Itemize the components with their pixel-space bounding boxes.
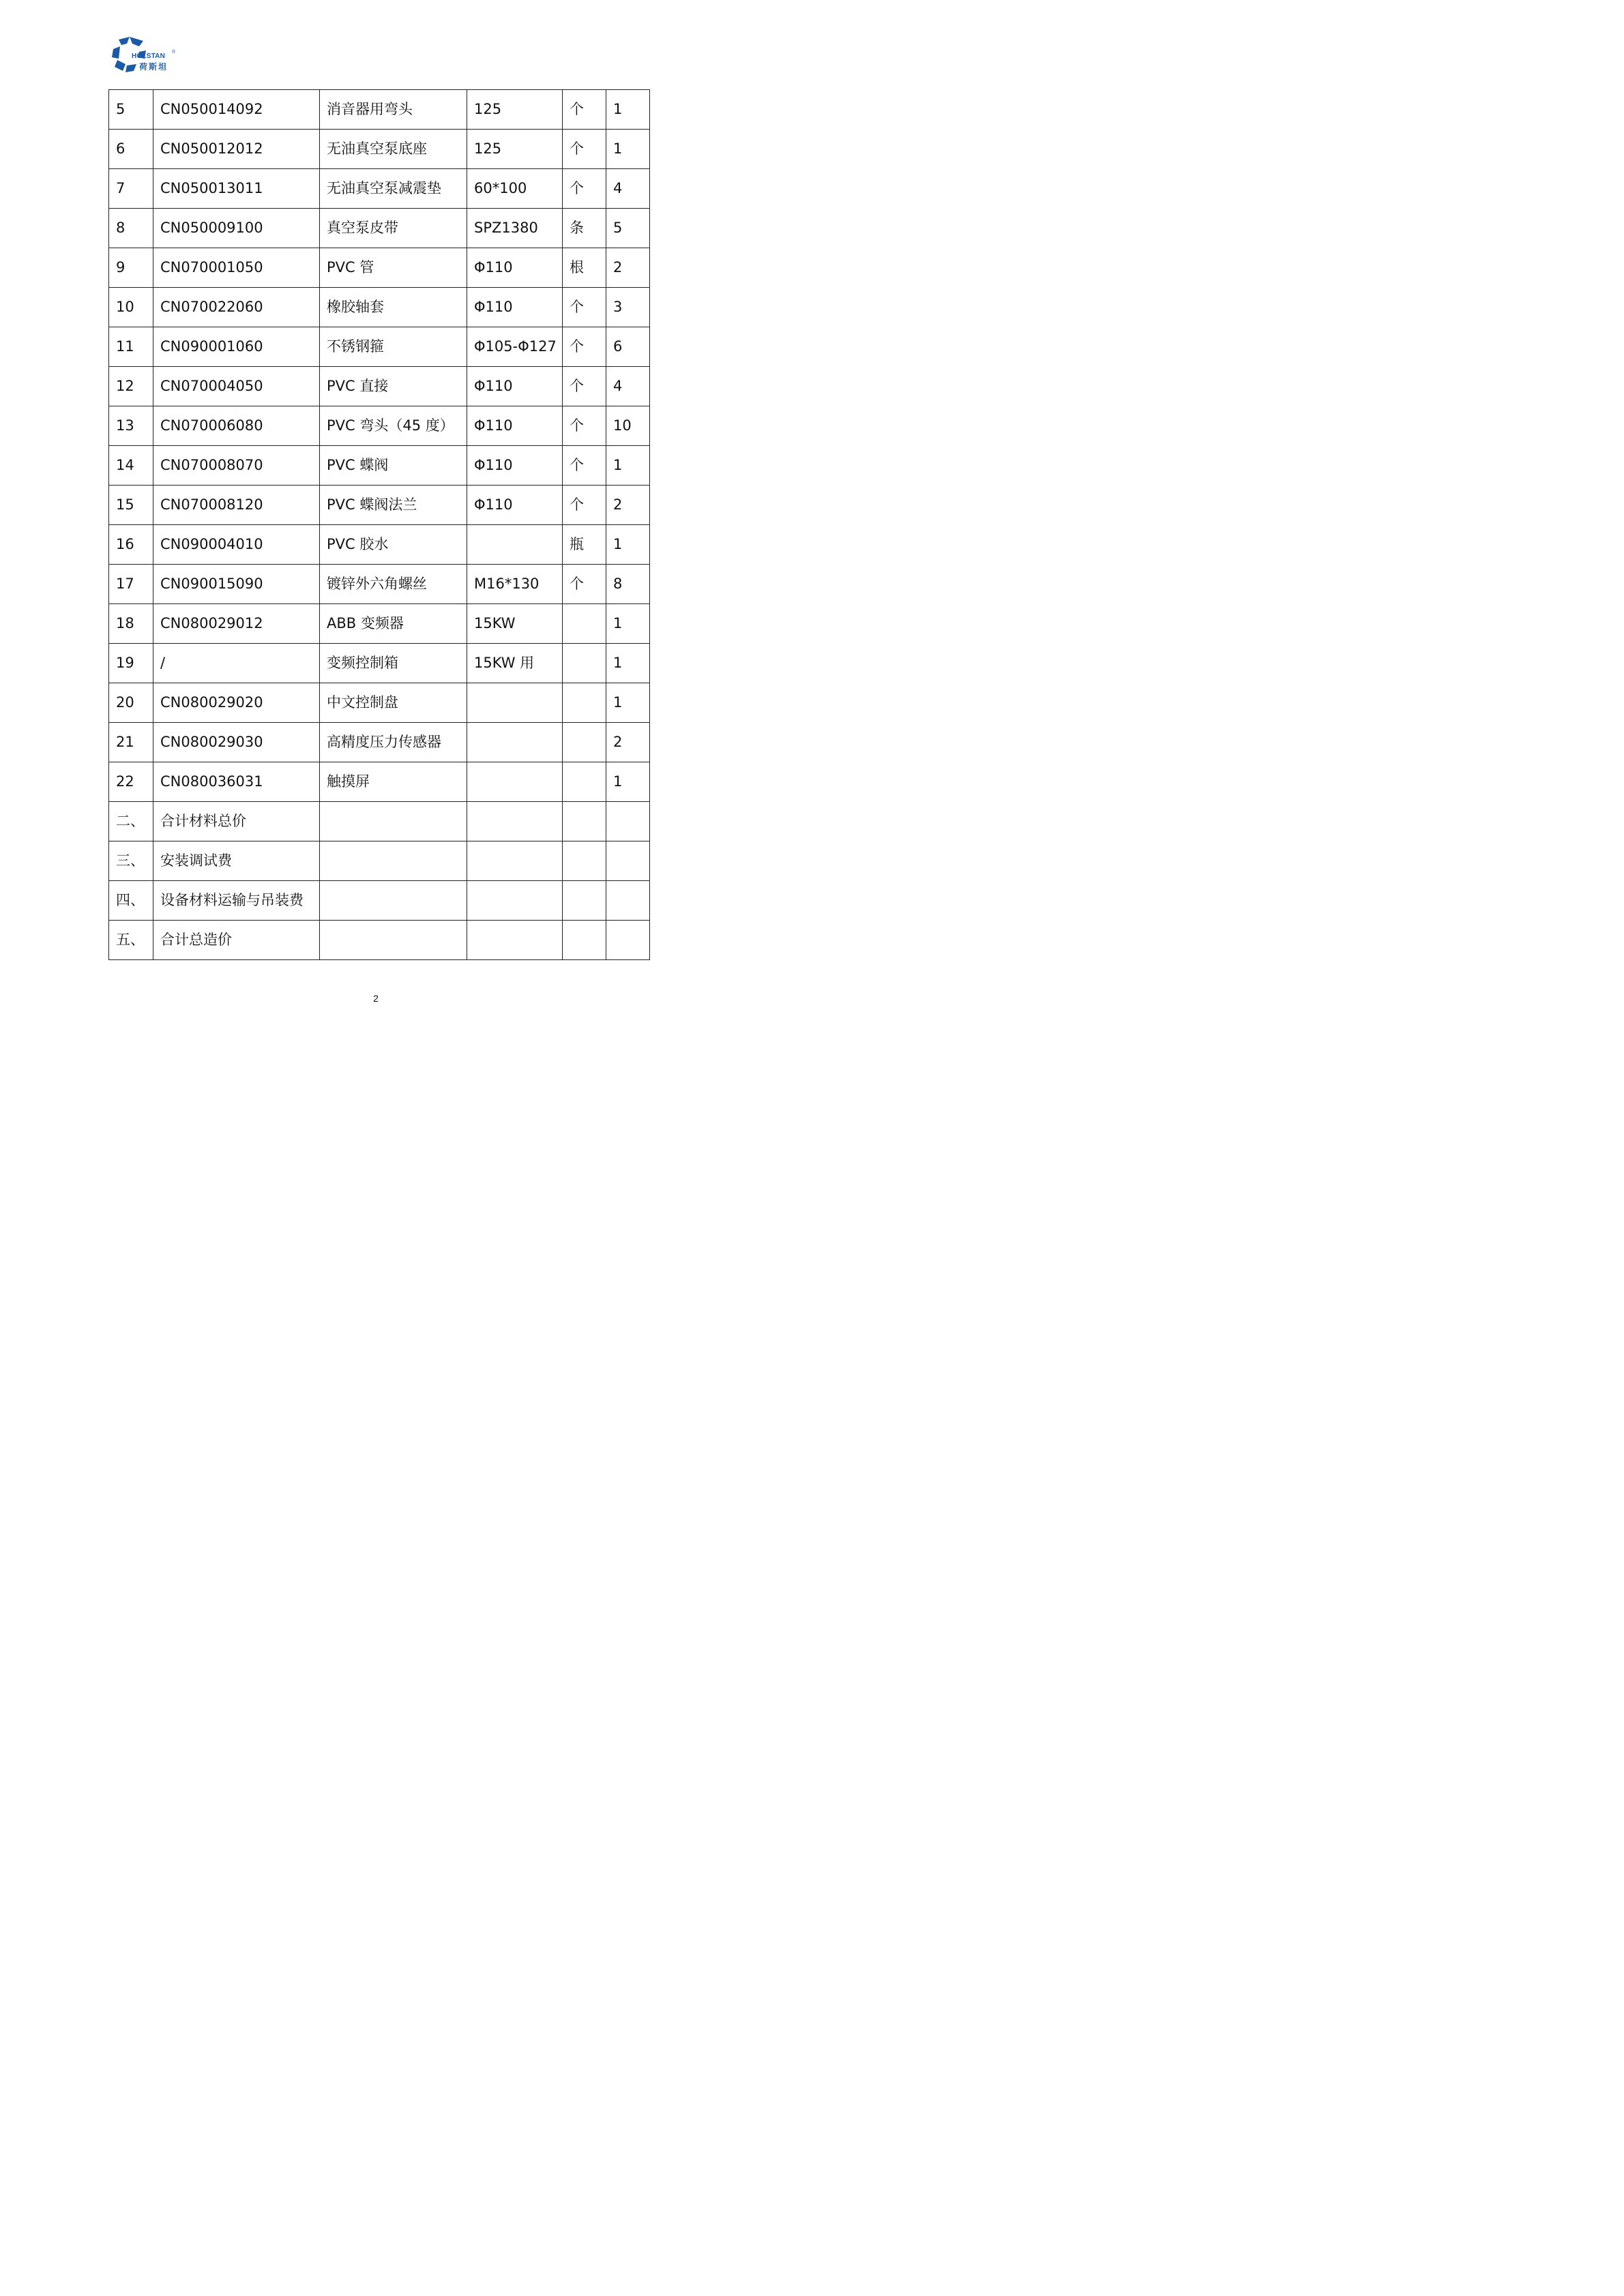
item-qty-cell: 2 <box>606 486 650 525</box>
item-spec-cell: 125 <box>467 90 563 130</box>
item-name-cell: 真空泵皮带 <box>320 209 467 248</box>
item-name-cell: 无油真空泵减震垫 <box>320 169 467 209</box>
item-unit-cell: 个 <box>563 565 606 604</box>
item-qty-cell: 1 <box>606 644 650 683</box>
item-name-cell: 中文控制盘 <box>320 683 467 723</box>
item-number-cell: 5 <box>109 90 153 130</box>
item-qty-cell: 4 <box>606 169 650 209</box>
item-unit-cell: 个 <box>563 486 606 525</box>
summary-label-cell: 合计总造价 <box>153 921 320 960</box>
company-logo <box>109 34 184 75</box>
item-spec-cell: Φ110 <box>467 486 563 525</box>
table-row <box>109 762 650 802</box>
item-spec-cell: Φ105-Φ127 <box>467 327 563 367</box>
item-code-cell: CN070006080 <box>153 406 320 446</box>
item-number-cell: 19 <box>109 644 153 683</box>
summary-row <box>109 921 650 960</box>
item-qty-cell: 8 <box>606 565 650 604</box>
item-spec-cell: 60*100 <box>467 169 563 209</box>
item-code-cell: CN080029020 <box>153 683 320 723</box>
item-number-cell: 9 <box>109 248 153 288</box>
logo-brand-text: HOLSTAN <box>132 53 165 60</box>
table-row <box>109 644 650 683</box>
item-code-cell: CN050014092 <box>153 90 320 130</box>
summary-empty-cell <box>320 921 467 960</box>
item-number-cell: 7 <box>109 169 153 209</box>
item-unit-cell <box>563 762 606 802</box>
summary-empty-cell <box>320 802 467 841</box>
materials-table-body <box>109 90 650 960</box>
summary-empty-cell <box>606 841 650 881</box>
summary-empty-cell <box>563 841 606 881</box>
item-number-cell: 13 <box>109 406 153 446</box>
item-name-cell: PVC 胶水 <box>320 525 467 565</box>
item-number-cell: 6 <box>109 130 153 169</box>
item-unit-cell: 个 <box>563 169 606 209</box>
summary-empty-cell <box>563 921 606 960</box>
table-row <box>109 169 650 209</box>
summary-empty-cell <box>320 881 467 921</box>
item-qty-cell: 1 <box>606 683 650 723</box>
item-unit-cell <box>563 604 606 644</box>
summary-number-cell: 四、 <box>109 881 153 921</box>
item-code-cell: CN050012012 <box>153 130 320 169</box>
item-unit-cell <box>563 683 606 723</box>
summary-empty-cell <box>606 802 650 841</box>
item-name-cell: 无油真空泵底座 <box>320 130 467 169</box>
item-spec-cell: M16*130 <box>467 565 563 604</box>
item-qty-cell: 1 <box>606 762 650 802</box>
item-qty-cell: 4 <box>606 367 650 406</box>
item-code-cell: CN050013011 <box>153 169 320 209</box>
summary-number-cell: 二、 <box>109 802 153 841</box>
item-code-cell: CN070022060 <box>153 288 320 327</box>
item-name-cell: PVC 管 <box>320 248 467 288</box>
item-spec-cell <box>467 525 563 565</box>
item-number-cell: 14 <box>109 446 153 486</box>
summary-empty-cell <box>320 841 467 881</box>
item-unit-cell: 根 <box>563 248 606 288</box>
item-number-cell: 12 <box>109 367 153 406</box>
item-qty-cell: 3 <box>606 288 650 327</box>
summary-empty-cell <box>563 802 606 841</box>
item-number-cell: 20 <box>109 683 153 723</box>
item-number-cell: 22 <box>109 762 153 802</box>
item-qty-cell: 2 <box>606 723 650 762</box>
item-code-cell: CN090001060 <box>153 327 320 367</box>
item-unit-cell: 个 <box>563 446 606 486</box>
item-qty-cell: 1 <box>606 130 650 169</box>
item-name-cell: 变频控制箱 <box>320 644 467 683</box>
item-code-cell: CN080029030 <box>153 723 320 762</box>
item-spec-cell: Φ110 <box>467 248 563 288</box>
item-code-cell: CN050009100 <box>153 209 320 248</box>
summary-empty-cell <box>467 921 563 960</box>
item-number-cell: 10 <box>109 288 153 327</box>
summary-label-cell: 合计材料总价 <box>153 802 320 841</box>
item-code-cell: CN070004050 <box>153 367 320 406</box>
item-name-cell: 消音器用弯头 <box>320 90 467 130</box>
summary-row <box>109 841 650 881</box>
summary-empty-cell <box>563 881 606 921</box>
table-row <box>109 367 650 406</box>
table-row <box>109 604 650 644</box>
item-spec-cell: 15KW 用 <box>467 644 563 683</box>
item-unit-cell: 个 <box>563 90 606 130</box>
item-name-cell: PVC 直接 <box>320 367 467 406</box>
item-unit-cell: 个 <box>563 327 606 367</box>
item-number-cell: 15 <box>109 486 153 525</box>
summary-number-cell: 三、 <box>109 841 153 881</box>
item-name-cell: PVC 蝶阀 <box>320 446 467 486</box>
summary-empty-cell <box>606 881 650 921</box>
item-qty-cell: 6 <box>606 327 650 367</box>
item-qty-cell: 1 <box>606 90 650 130</box>
item-number-cell: 21 <box>109 723 153 762</box>
item-spec-cell: Φ110 <box>467 288 563 327</box>
item-number-cell: 18 <box>109 604 153 644</box>
item-name-cell: 镀锌外六角螺丝 <box>320 565 467 604</box>
materials-table <box>108 89 650 960</box>
item-spec-cell <box>467 762 563 802</box>
item-unit-cell <box>563 644 606 683</box>
table-row <box>109 565 650 604</box>
logo-registered-mark: ® <box>172 50 176 55</box>
item-spec-cell: Φ110 <box>467 446 563 486</box>
item-code-cell: CN070008070 <box>153 446 320 486</box>
item-number-cell: 8 <box>109 209 153 248</box>
item-code-cell: CN090004010 <box>153 525 320 565</box>
item-spec-cell: Φ110 <box>467 367 563 406</box>
item-name-cell: 高精度压力传感器 <box>320 723 467 762</box>
summary-row <box>109 802 650 841</box>
item-unit-cell: 个 <box>563 288 606 327</box>
table-row <box>109 130 650 169</box>
item-code-cell: / <box>153 644 320 683</box>
item-code-cell: CN080029012 <box>153 604 320 644</box>
item-unit-cell: 个 <box>563 130 606 169</box>
item-name-cell: 触摸屏 <box>320 762 467 802</box>
table-row <box>109 525 650 565</box>
item-code-cell: CN080036031 <box>153 762 320 802</box>
summary-empty-cell <box>467 881 563 921</box>
item-qty-cell: 1 <box>606 604 650 644</box>
summary-empty-cell <box>467 802 563 841</box>
item-number-cell: 11 <box>109 327 153 367</box>
item-code-cell: CN070001050 <box>153 248 320 288</box>
page-number: 2 <box>373 993 379 1004</box>
item-code-cell: CN090015090 <box>153 565 320 604</box>
item-spec-cell <box>467 723 563 762</box>
item-spec-cell: 125 <box>467 130 563 169</box>
table-row <box>109 683 650 723</box>
item-qty-cell: 2 <box>606 248 650 288</box>
item-qty-cell: 1 <box>606 525 650 565</box>
item-number-cell: 16 <box>109 525 153 565</box>
item-unit-cell <box>563 723 606 762</box>
item-name-cell: 不锈钢箍 <box>320 327 467 367</box>
table-row <box>109 209 650 248</box>
item-name-cell: PVC 蝶阀法兰 <box>320 486 467 525</box>
item-code-cell: CN070008120 <box>153 486 320 525</box>
item-spec-cell <box>467 683 563 723</box>
table-row <box>109 406 650 446</box>
item-unit-cell: 个 <box>563 367 606 406</box>
item-spec-cell: Φ110 <box>467 406 563 446</box>
logo-chinese-text: 荷斯坦 <box>139 62 168 72</box>
table-row <box>109 446 650 486</box>
item-spec-cell: 15KW <box>467 604 563 644</box>
summary-empty-cell <box>467 841 563 881</box>
item-number-cell: 17 <box>109 565 153 604</box>
item-spec-cell: SPZ1380 <box>467 209 563 248</box>
table-row <box>109 486 650 525</box>
table-row <box>109 90 650 130</box>
summary-empty-cell <box>606 921 650 960</box>
item-name-cell: ABB 变频器 <box>320 604 467 644</box>
item-name-cell: PVC 弯头（45 度） <box>320 406 467 446</box>
table-row <box>109 723 650 762</box>
item-qty-cell: 1 <box>606 446 650 486</box>
table-row <box>109 327 650 367</box>
item-unit-cell: 条 <box>563 209 606 248</box>
item-unit-cell: 个 <box>563 406 606 446</box>
item-unit-cell: 瓶 <box>563 525 606 565</box>
summary-label-cell: 安装调试费 <box>153 841 320 881</box>
summary-row <box>109 881 650 921</box>
item-qty-cell: 10 <box>606 406 650 446</box>
summary-number-cell: 五、 <box>109 921 153 960</box>
summary-label-cell: 设备材料运输与吊装费 <box>153 881 320 921</box>
table-row <box>109 288 650 327</box>
table-row <box>109 248 650 288</box>
item-name-cell: 橡胶轴套 <box>320 288 467 327</box>
item-qty-cell: 5 <box>606 209 650 248</box>
